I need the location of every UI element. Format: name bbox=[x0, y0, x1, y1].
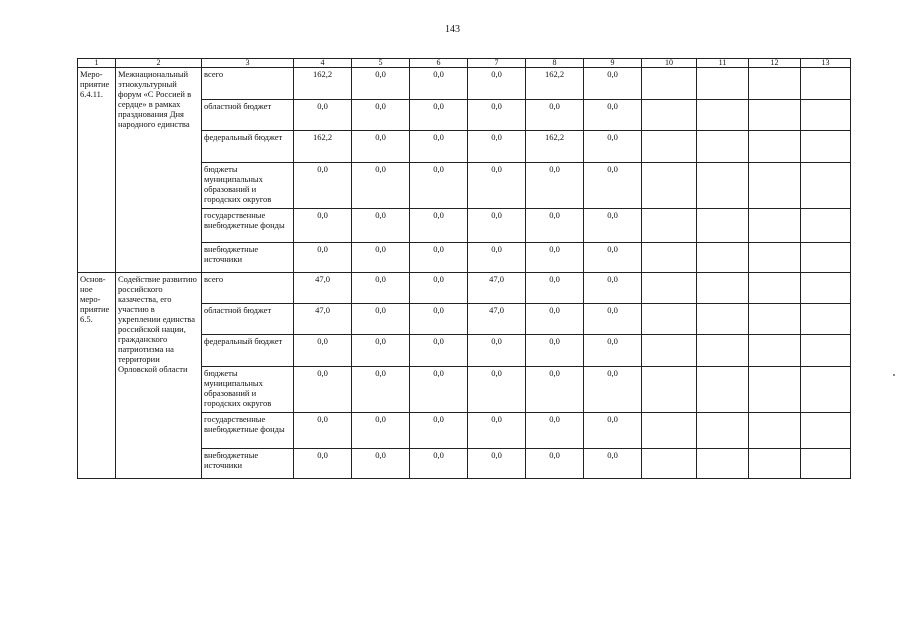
value-cell bbox=[642, 413, 697, 449]
value-cell bbox=[642, 100, 697, 131]
value-cell bbox=[642, 131, 697, 163]
value-cell: 0,0 bbox=[294, 413, 352, 449]
funding-source: государственные внебюджетные фонды bbox=[202, 413, 294, 449]
value-cell: 0,0 bbox=[468, 413, 526, 449]
table-row bbox=[78, 68, 851, 100]
value-cell: 0,0 bbox=[468, 163, 526, 209]
column-header: 7 bbox=[468, 59, 526, 68]
value-cell: 0,0 bbox=[468, 209, 526, 243]
value-cell bbox=[642, 243, 697, 273]
value-cell bbox=[697, 335, 749, 367]
funding-source: внебюджетные источники bbox=[202, 449, 294, 479]
value-cell: 0,0 bbox=[468, 449, 526, 479]
value-cell bbox=[697, 304, 749, 335]
value-cell bbox=[801, 100, 851, 131]
value-cell: 0,0 bbox=[468, 68, 526, 100]
value-cell bbox=[642, 209, 697, 243]
value-cell: 162,2 bbox=[526, 131, 584, 163]
column-header: 2 bbox=[116, 59, 202, 68]
funding-source: федеральный бюджет bbox=[202, 335, 294, 367]
value-cell bbox=[749, 209, 801, 243]
table-header-row bbox=[78, 59, 851, 68]
value-cell: 47,0 bbox=[294, 273, 352, 304]
value-cell: 0,0 bbox=[410, 100, 468, 131]
column-header: 1 bbox=[78, 59, 116, 68]
value-cell bbox=[749, 367, 801, 413]
value-cell: 0,0 bbox=[584, 273, 642, 304]
value-cell bbox=[801, 449, 851, 479]
value-cell: 0,0 bbox=[352, 131, 410, 163]
value-cell: 0,0 bbox=[410, 449, 468, 479]
value-cell: 0,0 bbox=[468, 367, 526, 413]
scan-artifact bbox=[893, 374, 895, 376]
measure-name: Содействие развитию российского казачества, его участию в укреплении единства российской нации, гражданского патриотизма на территории Орловской области bbox=[116, 273, 202, 479]
column-header: 12 bbox=[749, 59, 801, 68]
value-cell: 0,0 bbox=[410, 304, 468, 335]
value-cell bbox=[697, 273, 749, 304]
value-cell: 0,0 bbox=[584, 100, 642, 131]
value-cell: 0,0 bbox=[410, 243, 468, 273]
value-cell: 0,0 bbox=[352, 449, 410, 479]
value-cell: 0,0 bbox=[468, 131, 526, 163]
value-cell: 0,0 bbox=[352, 367, 410, 413]
value-cell: 0,0 bbox=[294, 449, 352, 479]
funding-source: всего bbox=[202, 273, 294, 304]
value-cell bbox=[697, 367, 749, 413]
funding-source: бюджеты муниципальных образований и городских округов bbox=[202, 367, 294, 413]
value-cell bbox=[642, 367, 697, 413]
value-cell bbox=[801, 68, 851, 100]
funding-source: государственные внебюджетные фонды bbox=[202, 209, 294, 243]
value-cell bbox=[749, 413, 801, 449]
measure-code: Меро-приятие 6.4.11. bbox=[78, 68, 116, 273]
value-cell bbox=[801, 209, 851, 243]
value-cell: 0,0 bbox=[468, 100, 526, 131]
value-cell: 0,0 bbox=[468, 243, 526, 273]
value-cell: 0,0 bbox=[584, 304, 642, 335]
value-cell: 0,0 bbox=[526, 449, 584, 479]
value-cell: 162,2 bbox=[294, 131, 352, 163]
funding-source: бюджеты муниципальных образований и городских округов bbox=[202, 163, 294, 209]
column-header: 4 bbox=[294, 59, 352, 68]
value-cell: 0,0 bbox=[352, 413, 410, 449]
value-cell bbox=[697, 209, 749, 243]
value-cell: 0,0 bbox=[410, 413, 468, 449]
column-header: 10 bbox=[642, 59, 697, 68]
value-cell bbox=[801, 131, 851, 163]
value-cell bbox=[642, 335, 697, 367]
value-cell: 0,0 bbox=[294, 100, 352, 131]
value-cell bbox=[697, 243, 749, 273]
value-cell bbox=[749, 304, 801, 335]
value-cell: 0,0 bbox=[584, 209, 642, 243]
value-cell: 0,0 bbox=[410, 68, 468, 100]
budget-table bbox=[77, 58, 851, 479]
measure-name: Межнациональный этнокультурный форум «С Россией в сердце» в рамках празднования Дня народного единства bbox=[116, 68, 202, 273]
value-cell: 0,0 bbox=[526, 209, 584, 243]
value-cell bbox=[642, 68, 697, 100]
value-cell bbox=[801, 335, 851, 367]
value-cell bbox=[801, 367, 851, 413]
value-cell bbox=[642, 273, 697, 304]
value-cell: 47,0 bbox=[294, 304, 352, 335]
value-cell: 0,0 bbox=[352, 163, 410, 209]
value-cell: 47,0 bbox=[468, 273, 526, 304]
page-number: 143 bbox=[445, 24, 460, 35]
value-cell bbox=[697, 413, 749, 449]
value-cell bbox=[697, 449, 749, 479]
value-cell bbox=[749, 100, 801, 131]
value-cell: 0,0 bbox=[352, 273, 410, 304]
table-row bbox=[78, 273, 851, 304]
value-cell: 0,0 bbox=[526, 273, 584, 304]
column-header: 9 bbox=[584, 59, 642, 68]
value-cell: 0,0 bbox=[410, 131, 468, 163]
value-cell: 0,0 bbox=[410, 163, 468, 209]
value-cell: 0,0 bbox=[584, 335, 642, 367]
value-cell: 0,0 bbox=[526, 243, 584, 273]
value-cell: 0,0 bbox=[352, 68, 410, 100]
column-header: 8 bbox=[526, 59, 584, 68]
column-header: 11 bbox=[697, 59, 749, 68]
value-cell: 0,0 bbox=[584, 68, 642, 100]
value-cell: 0,0 bbox=[526, 335, 584, 367]
value-cell bbox=[801, 243, 851, 273]
value-cell: 0,0 bbox=[294, 209, 352, 243]
funding-source: федеральный бюджет bbox=[202, 131, 294, 163]
funding-source: областной бюджет bbox=[202, 304, 294, 335]
value-cell: 0,0 bbox=[352, 243, 410, 273]
value-cell: 0,0 bbox=[410, 273, 468, 304]
value-cell bbox=[697, 100, 749, 131]
value-cell: 0,0 bbox=[352, 335, 410, 367]
column-header: 13 bbox=[801, 59, 851, 68]
value-cell bbox=[697, 68, 749, 100]
value-cell: 0,0 bbox=[526, 304, 584, 335]
value-cell: 0,0 bbox=[526, 367, 584, 413]
value-cell: 0,0 bbox=[584, 243, 642, 273]
value-cell: 0,0 bbox=[584, 131, 642, 163]
value-cell bbox=[749, 273, 801, 304]
value-cell bbox=[801, 163, 851, 209]
column-header: 6 bbox=[410, 59, 468, 68]
value-cell: 0,0 bbox=[294, 367, 352, 413]
value-cell bbox=[642, 163, 697, 209]
value-cell bbox=[801, 304, 851, 335]
funding-source: внебюджетные источники bbox=[202, 243, 294, 273]
value-cell bbox=[749, 449, 801, 479]
value-cell bbox=[697, 163, 749, 209]
value-cell: 0,0 bbox=[352, 304, 410, 335]
value-cell: 0,0 bbox=[584, 413, 642, 449]
value-cell bbox=[801, 273, 851, 304]
value-cell: 0,0 bbox=[584, 367, 642, 413]
funding-source: всего bbox=[202, 68, 294, 100]
value-cell: 0,0 bbox=[410, 335, 468, 367]
value-cell: 0,0 bbox=[294, 335, 352, 367]
column-header: 5 bbox=[352, 59, 410, 68]
value-cell bbox=[801, 413, 851, 449]
value-cell: 0,0 bbox=[294, 243, 352, 273]
value-cell: 0,0 bbox=[526, 413, 584, 449]
value-cell bbox=[749, 163, 801, 209]
value-cell: 47,0 bbox=[468, 304, 526, 335]
value-cell: 0,0 bbox=[352, 209, 410, 243]
value-cell bbox=[749, 243, 801, 273]
value-cell: 0,0 bbox=[584, 449, 642, 479]
value-cell: 0,0 bbox=[468, 335, 526, 367]
value-cell: 0,0 bbox=[410, 209, 468, 243]
value-cell bbox=[642, 449, 697, 479]
column-header: 3 bbox=[202, 59, 294, 68]
value-cell bbox=[642, 304, 697, 335]
value-cell: 0,0 bbox=[526, 163, 584, 209]
value-cell: 0,0 bbox=[352, 100, 410, 131]
funding-source: областной бюджет bbox=[202, 100, 294, 131]
value-cell: 162,2 bbox=[526, 68, 584, 100]
value-cell: 0,0 bbox=[584, 163, 642, 209]
value-cell bbox=[749, 335, 801, 367]
value-cell: 0,0 bbox=[526, 100, 584, 131]
value-cell: 0,0 bbox=[294, 163, 352, 209]
value-cell: 162,2 bbox=[294, 68, 352, 100]
measure-code: Основ-ное меро-приятие 6.5. bbox=[78, 273, 116, 479]
value-cell bbox=[749, 68, 801, 100]
value-cell: 0,0 bbox=[410, 367, 468, 413]
value-cell bbox=[749, 131, 801, 163]
value-cell bbox=[697, 131, 749, 163]
